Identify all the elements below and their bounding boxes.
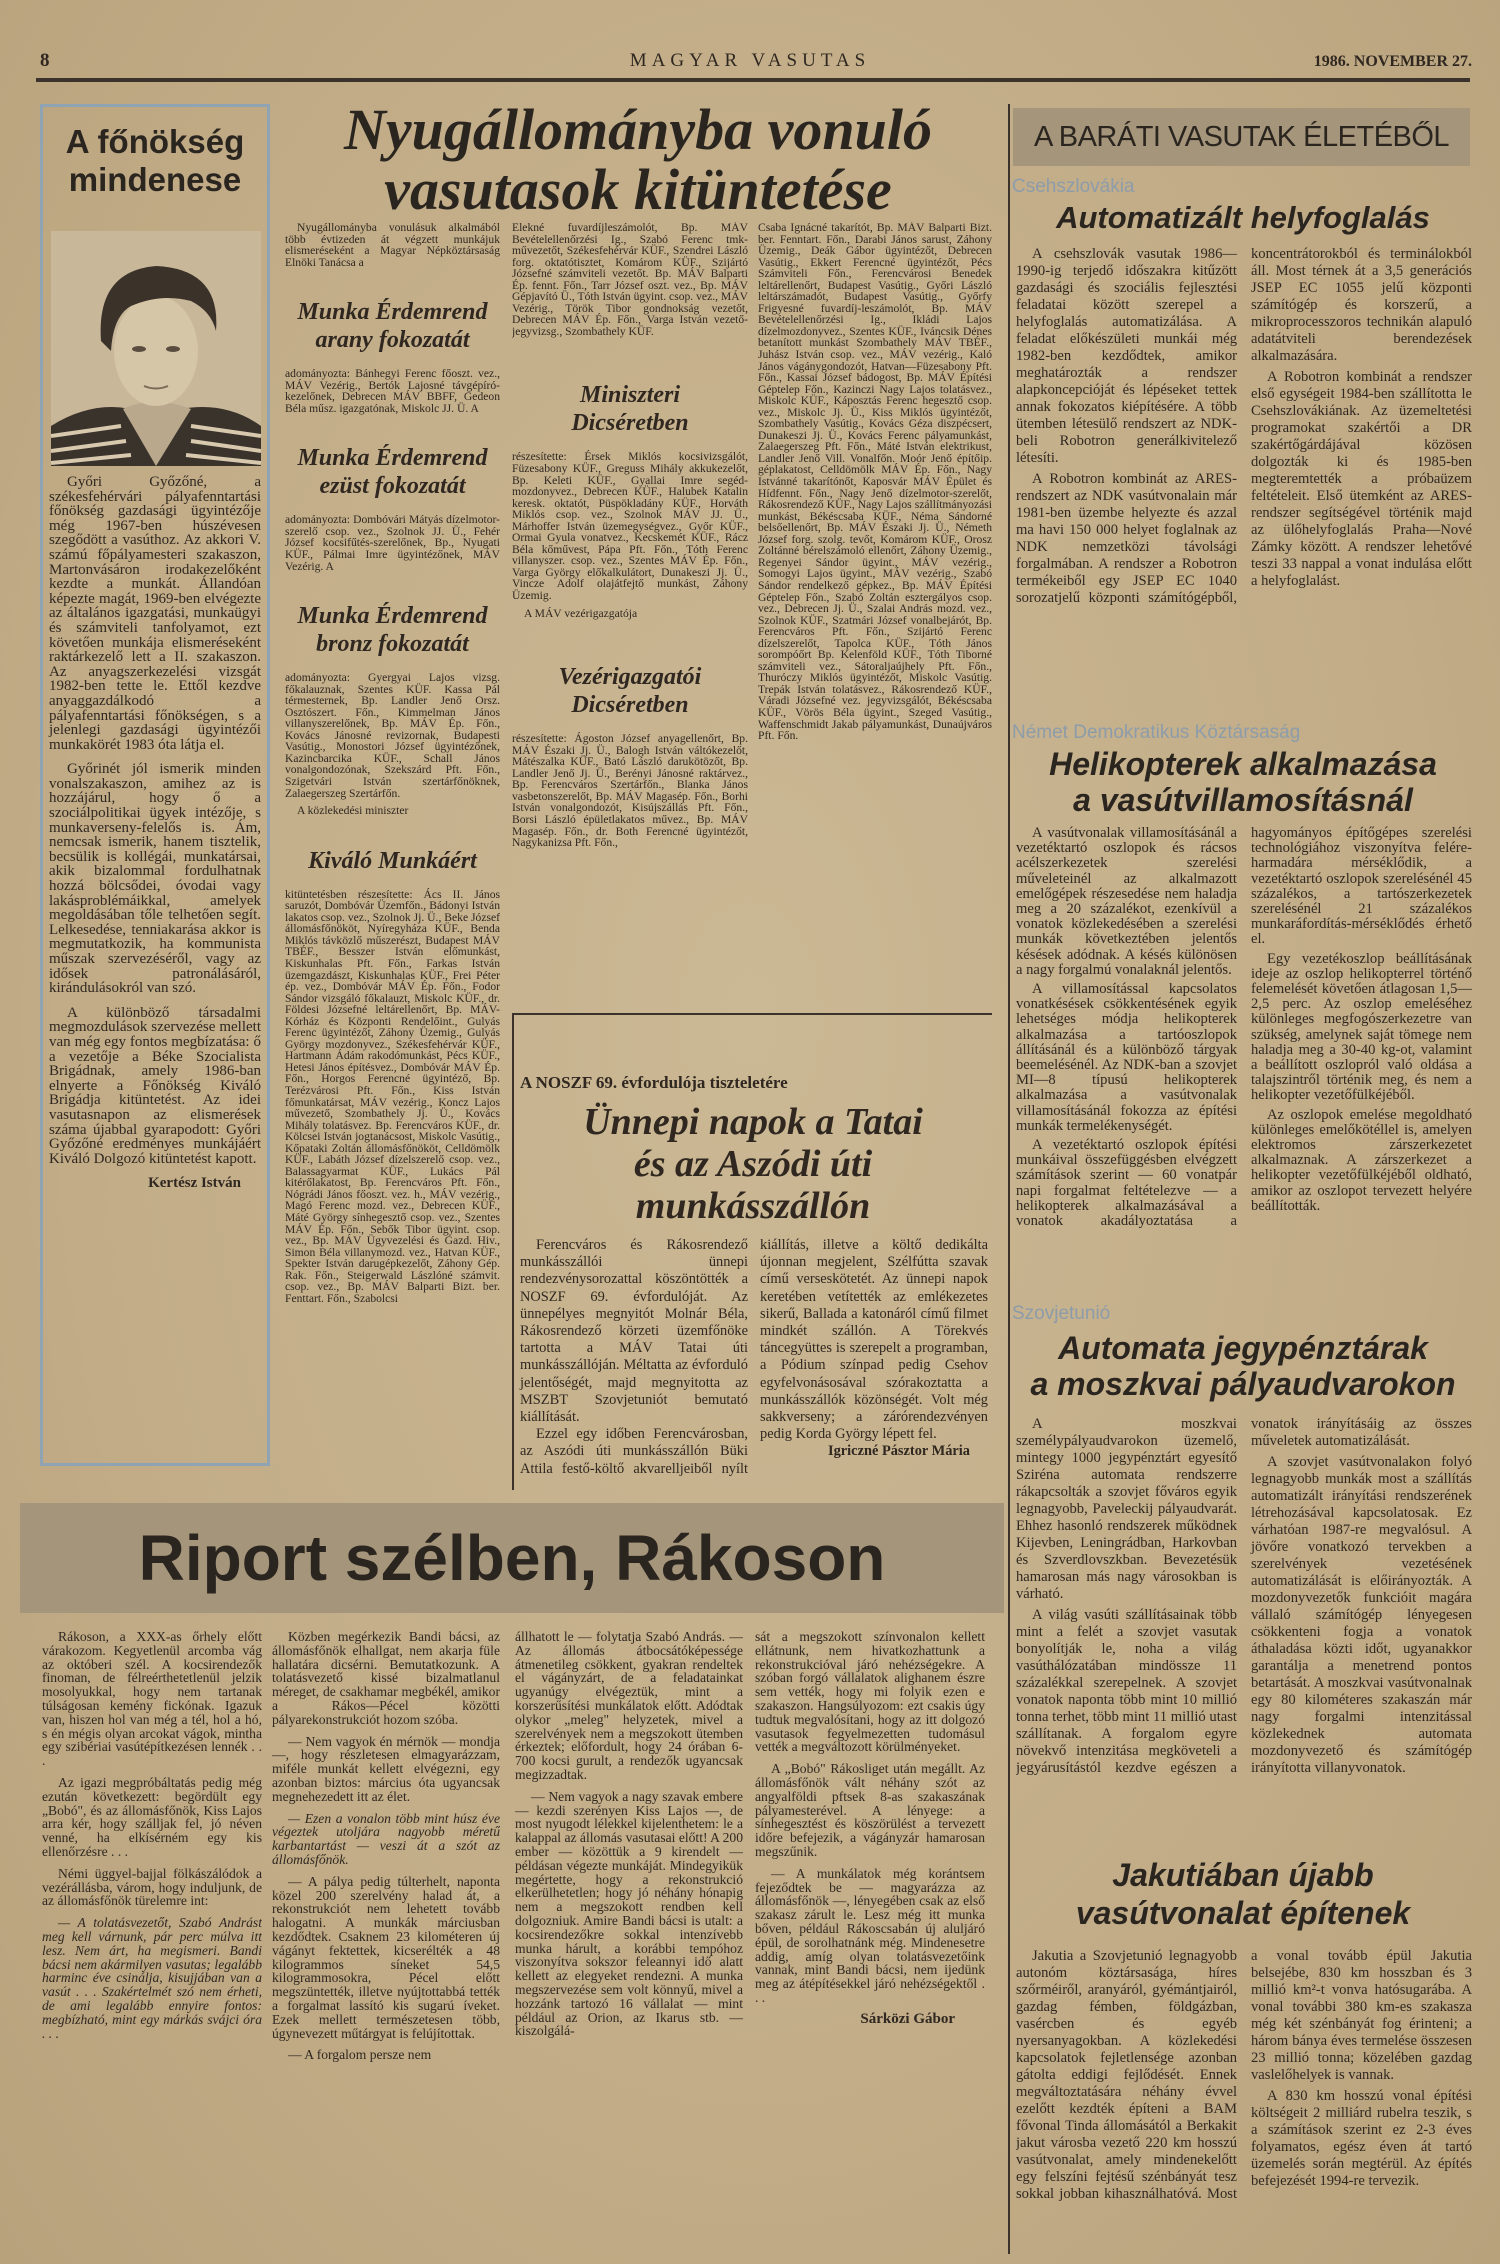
riport-column-1 [42,1630,262,2250]
awards-headline [281,97,995,222]
riport-paragraph: — Nem vagyok a nagy szavak embere — kezdi szerényen Kiss Lajos —, de most nyugodt lélekkel kijelenthetem: le a kalappal az állomás vasutasai előtt! A 200 ember — közöttük a 9 kirendelt — példásan végezte munkáját. Mindegyikük megértette, hogy a rekonstrukció elkerülhetetlen; hogy jó néhány hónapig nem a megszokott rendben kell dolgozniuk. Amire Bandi bácsi is utalt: a kocsirendezőkre sokkal intenzívebb munka hárult, a korábbi tempóhoz viszonyítva sokszor feleannyi idő alatt kellett az elegyeket rendezni. A munka megszervezése sem volt könnyű, mivel a hozzánk tartozó 16 vállalat — mint például az Orion, az Ikarus stb. — kiszolgálá- [515,1788,743,2039]
award-heading-line: bronz fokozatát [316,631,469,658]
riport-paragraph: — A forgalom persze nem [288,2047,432,2063]
award-list-continued: Csaba Ignácné takarítót, Bp. MÁV Balparti Bizt. ber. Fenntart. Főn., Darabi János sarust, Záhony Üzemig., Deák Gábor ügyintézőt, Debrecen Vasútig., Ekkert Ferencné ügyintézőt, Pécs Számviteli Főn., Ferencvárosi Benedek leltárellenőrt, Budapest Vasútig., Győri László leltárszámadót, Budapest Vasútig., Győrfy Frigyesné fuvardíj-leszámolót, Bp. MÁV Bevételellenőrzési Ig., Ikládi Lajos dízelmozdonyvez., Szentes KÜF., Iváncsik Dénes betanított munkást Szombathely MÁV TBÉF., Juhász István csop. vez., MÁV vezérig., Kaló János vágánygondozót, Hatvan—Füzesabony Pft. Főn., Kassai József bádogost, Bp. MÁV Építési Géptelep Főn., Kazinczi Nagy Lajos tolatásvez., Miskolc KÜF., Káposztás Ferenc hegesztő csop. vez., Miskolc Jj. Ü., Kiss Miklós ügyintézőt, Szombathely Vasútig., Kovács Géza diszpécsert, Dunakeszi Jj. Ü., Kovács Ferenc pályamunkást, Zalaegerszeg Pft. Főn., Máté István elektrikust, Landler Jenő Vill. Vonalfőn. Moór Jenő építőip. géplakatost, Celldömölk MÁV Ép. Főn., Nagy Istvánné takarítónőt, Kaposvár MÁV Épület és Hídfennt. Főn., Nagy Jenő dízelmotor-szerelőt, Rákosrendező KÜF., Nagy Lajos szállítmányozási munkást, Békéscsaba KÜF., Néma Sándorné belsőellenőrt, Bp. MÁV Északi Jj. Ü., Németh József forg. szolg. tevőt, Komárom KÜF., Orosz Zoltánné bérelszámoló ellenőrt, Záhony Üzemig., Regenyei Sándor ügyint., MÁV vezérig., Somogyi Lajos ügyint., MÁV vezérig., Szabó Sándor rendelkező gépkez., Bp. MÁV Építési Géptelep Főn., Szabó Zoltán esztergályos csop. vez., Debrecen Jj. Ü., Szalai András mozd. vez., Szolnok KÜF., Szatmári József vonalbejárót, Bp. Ferencváros Pft. Főn., Szijártó Ferenc dízelszerelőt, Tapolca KÜF., Tóth János sorompóőrt Bp. Kelenföld KÜF., Tóth Tiborné számviteli vez., Sátoraljaújhely Pft. Főn., Thuróczy Miklós ügyintézőt, Miskolc Vasútig. Trepák István tolatásvez., Rákosrendező KÜF., Váradi Józsefné vez. jegyvizsgálót, Békéscsaba KÜF., Vörös Béla ügyint., Szeged Vasútig., Waffenschmidt Jakab pályamunkást, Dunaújváros Pft. Főn. [758,222,992,743]
riport-paragraph: — Nem vagyok én mérnök — mondja —, hogy részletesen elmagyarázzam, miféle munkát kellett elvégezni, egy azonban biztos: március óta ugyancsak megnehezedett itt az élet. [272,1733,500,1804]
article-body-gdr [1016,826,1472,1296]
riport-paragraph: — A tolatásvezetőt, Szabó Andrást meg kell várnunk, pár perc múlva itt lesz. Nem árt, ha megismeri. Bandi bácsi nem akármilyen vasutas; legalább harminc éve csinálja, kisujjában van a vasút . . . Szakértelmét szó nem érheti, de ami legalább ennyire fontos: megbízható, mint egy márkás svájci óra . . . [42,1915,262,2041]
riport-paragraph: sát a megszokott színvonalon kellett ellátnunk, nem hivatkozhattunk a rekonstrukcióval járó nehézségekre. A szóban forgó vállalatok alighanem észre sem vették, hogy mi folyik ezen e szakaszon. Hangsúlyozom: ezt csakis úgy tudtuk megvalósítani, hogy az itt dolgozó vasutasok fegyelmezetten tudomásul vették a megváltozott körülményeket. [755,1630,985,1755]
riport-paragraph: A „Bobó" Rákosliget után megállt. Az állomásfőnök vált néhány szót az angyalföldi pftsek 8-as szakaszának pályamesterével. A lényege: a sínhegesztést és köszörülést a tervezett időre befejezik, a vágányzár hamarosan megszűnik. [755,1761,985,1859]
award-list-director: részesítette: Ágoston József anyagellenőrt, Bp. MÁV Északi Jj. Ü., Balogh István váltókezelőt, Mátészalka KÜF., Bató László darukötözőt, Bp. Landler Jenő Jj. Ü., Berényi Jánosné raktárvez., Bp. Ferencváros Szertárfőn., Blanka János vasbetonszerelőt, Bp. MÁV Magasép. Főn., Borhi István vonalgondozót, Kisújszállás Pft. Főn., Borsi László épületlakatos művez., Bp. MÁV Magasép. Főn., dr. Both Ferencné ügyintézőt, Nagykanizsa Pft. Főn., [512,732,748,850]
noszf-paragraph: Ferencváros és Rákosrendező munkásszállói ünnepi rendezvénysorozattal köszöntötték a NOSZF 69. évfordulóját. Az ünnepélyes megnyitót Molnár Béla, Rákosrendező körzeti üzemfőnöke tartotta a MÁV Tatai úti munkásszállóján. Méltatta az évforduló jelentőségét, majd megnyitotta az MSZBT Szovjetuniót bemutató kiállítását. [520,1237,748,1426]
article-headline [1013,746,1473,818]
awards-intro: Nyugállományba vonulásuk alkalmából több évtizeden át végzett munkájuk elismeréseként a Magyar Népköztársaság Elnöki Tanácsa a [285,222,500,269]
article-paragraph: A villamosítással kapcsolatos vonatkésések csökkentésének egyik lehetséges módja helikopterek alkalmazása a tartóoszlopok állításánál és a különböző tárgyak beemelésénél. Az NDK-ban a szovjet MI—8 típusú helikopterek alkalmazása a vasútvonalak villamosításánál fokozza az építési munkák termelékenységét. [1016,981,1237,1134]
award-heading-excellent: Kiváló Munkáért [308,847,477,874]
award-heading-ministerial [512,381,748,437]
award-list-continued: Elekné fuvardíjleszámolót, Bp. MÁV Bevételellenőrzési Ig., Szabó Ferenc tmk-művezetőt, Székesfehérvár KÜF., Szendrei László forg. oktatótisztet, Komárom KÜF., Szijártó Józsefné számviteli vezetőt. Bp. MÁV Balparti Ép. fennt. Főn., Tarr József oszt. vez., Bp. MÁV Gépjavító Ü., Tóth István ügyint. csop. vez., MÁV Vezérig., Török Tibor gondnokság vezetőt, Debrecen MÁV Ép. Főn., Varga István vezető-jegyvizsg., Szombathely KÜF. [512,222,748,338]
riport-paragraph: Az igazi megpróbáltatás pedig még ezután következett: begördült egy „Bobó", és az állomásfőnök, Kiss Lajos arra kér, hogy szálljak fel, jó néven venné, ha elkísérném egy kis ellenőrzésre . . . [42,1774,262,1859]
profile-paragraph: Győrinét jól ismerik minden vonalszakaszon, amihez az is hozzájárul, hogy ő a szociálpolitikai ügyek intézője, s munkaverseny-felelős is. Ám, nemcsak ismerik, hanem tisztelik, becsülik is kollégái, munkatársai, akik bizalommal fordulhatnak hozzá bölcsődei, óvodai vagy lakásproblémáikkal, amelyek megoldásában tőle telhetően segít. Lelkesedése, tenniakarása akkor is megmutatkozik, ha kommunista műszak szervezéséről, vagy az idősek patronálásáról, kirándulásokról van szó. [49,761,261,997]
article-headline-line: a moszkvai pályaudvarokon [1030,1366,1456,1402]
article-headline-line: a vasútvillamosításnál [1073,782,1413,818]
award-heading-line: Vezérigazgatói [558,664,702,691]
article-body-yakutia [1016,1948,1472,2248]
award-list-ministerial: részesítette: Érsek Miklós kocsivizsgálót, Füzesabony KÜF., Greguss Mihály akkukezelőt, Bp. Keleti KÜF., Gyallai Imre segéd-mozdonyvez., Debrecen KÜF., Halubek Katalin keresk. oktatót, Püspökladány KÜF., Horváth Miklós csop. vez., Szolnok MÁV JJ. Ü., Márhoffer István üzemegységvez., Győr KÜF., Ormai Gyula vonatvez., Kecskemét KÜF., Rácz Béla kőművest, Pápa Pft. Főn., Tóth Ferenc villanyszer. csop. vez., Szentes MÁV Ép. Főn., Varga György előkalkulátort, Dunakeszi Jj. Ü., Vincze Adolf olajátfejtő munkást, Záhony Üzemig. [512,450,748,603]
riport-paragraph: — A pálya pedig túlterhelt, naponta közel 200 szerelvény halad át, a rekonstrukciót nem lehetett tovább halogatni. A munkák márciusban kezdődtek. Csaknem 23 kilométeren új vágányt fektettek, kicserélték a 48 kilogrammos síneket 54,5 kilogrammosokra, Pécel előtt megszüntették, illetve nyújtottabbá tették a forgalmat lassító kis sugarú íveket. Ezek mellett természetesen több, úgynevezett műtárgyat is felújítottak. [272,1873,500,2041]
article-body-soviet [1016,1416,1472,1836]
award-heading-director [512,663,748,719]
noszf-headline [514,1101,992,1227]
award-heading-line: Dicséretben [571,410,689,437]
column-divider [1008,104,1010,2254]
award-list-gold: adományozta: Bánhegyi Ferenc főoszt. vez., MÁV Vezérig., Bertók Lajosné távgépíró-kezelőnek, Debrecen MÁV BBFF, Gedeon Béla műsz. igazgatónak, Miskolc JJ. Ü. A [285,367,500,415]
profile-box [40,104,270,1466]
profile-paragraph: Győri Győzőné, a székesfehérvári pályafenntartási főnökség gazdasági ügyintézője még 1967-ben húszévesen szegődött a vasúthoz. Az akkori V. számú főpályamesteri szakaszon, Martonvásáron irodakezelőként kezdte a munkát. Állandóan képezte magát, 1969-ben elvégezte az általános igazgatási, munkaügyi és számviteli tanfolyamot, ezt követően munkája elismeréseként raktárkezelő lett a II. szakaszon. Az anyagszerkezelési vizsgát 1982-ben tette le. Ettől kezdve anyaggazdálkodó a pályafenntartási főnökségen, s a jelenlegi gazdasági ügyintézői munkakörét 1983 óta látja el. [49,474,261,753]
article-paragraph: Az oszlopok emelése megoldható különleges emelőkötéllel is, amelyen elektromos zárszerkezetet alkalmaznak. A zárszerkezet a helikopter vezetőfülkéjéből oldható, amikor az oszlopot tervezett helyére beállították. [1251,1106,1472,1214]
article-headline-line: Helikopterek alkalmazása [1049,746,1437,782]
riport-column-4 [755,1630,985,2250]
article-headline: Automatizált helyfoglalás [1056,200,1430,235]
noszf-headline-line: és az Aszódi úti munkásszállón [633,1143,873,1227]
article-paragraph: A világ vasúti szállításainak több mint a felét a szovjet vasutak bonyolítják le, noha a világ vasúthálózatában mindössze 11 százalékkal szerepelnek. A szovjet vonatok naponta több mint 10 millió tonna terhet, több mint 11 millió utast szállítanak. A forgalom egyre növekvő intenzitása megköveteli a jegyárusítástól kezdve egészen a vonatok irányításáig az összes műveletek automatizálását. [1016,1416,1472,1776]
awards-column-3 [758,222,992,967]
riport-paragraph: állhatott le — folytatja Szabó András. — Az állomás átbocsátóképessége átmenetileg csökkent, gyakran rendeltek el vágányzárt, de a feladatainkat ugyanúgy elvégeztük, mint a korszerűsítési munkálatok előtt. Adódtak olykor „meleg" helyzetek, mivel a szerelvények nem a megszokott ütemben érkeztek; előfordult, hogy 24 órában 6-700 kocsi gurult, a rendezők ugyancsak megizzadtak. [515,1630,743,1782]
awards-column-2 [512,222,748,962]
article-paragraph: A vezetéktartó oszlopok építési munkáival összefüggésben elvégzett számítások szerint — 60 vonatpár napi forgalmat feltételezve — a helikopterek alkalmazásával a vonatok akadályoztatása a hagyományos építőgépes szerelési technológiához viszonyítva felére-harmadára mérséklődik, a vezetéktartó oszlopok szerelésénél 45 százalékos, a tartószerkezetek szerelésénél 21 százalékos munkaráfordítás-mérséklődés érhető el. [1016,826,1472,1230]
riport-paragraph: Némi üggyel-bajjal fölkászálódok a vezérállásba, várom, hogy induljunk, de az állomásfőnök türelemre int: [42,1865,262,1909]
portrait-photo [51,231,261,466]
article-paragraph: Egy vezetékoszlop beállításának ideje az oszlop helikopterrel történő felemelését követően átlagosan 1,5—2,5 perc. Az oszlop emeléséhez különleges megfogószerkezetre van szükség, amelynek saját tömege nem haladja meg a 30-40 kg-ot, valamint a beállított oszlopról való oldása a talajszintről történik meg, és nem a helikopter vezetőfülkéjéből. [1251,950,1472,1104]
riport-headline: Riport szélben, Rákoson [20,1503,1004,1613]
award-heading-bronze [285,602,500,658]
riport-paragraph: — Ezen a vonalon több mint húsz éve végeztek utoljára nagyobb méretű karbantartást — veszi át a szót az állomásfőnök. [272,1810,500,1867]
riport-column-3 [515,1630,743,2250]
riport-paragraph: Közben megérkezik Bandi bácsi, az állomásfőnök elhallgat, nem akarja füle hallatára dicsérni. Bemutatkozunk. A tolatásvezető kissé bizalmatlanul méreget, de csakhamar megbékél, amikor a Rákos—Pécel közötti pályarekonstrukciót hozom szóba. [272,1630,500,1727]
article-paragraph: A Robotron kombinát a rendszer első egységeit 1984-ben szállította le Csehszlovákiának. Az üzemeltetési programokat szakértői a DR szakértőgárdájával közösen dolgozták ki és 1985-ben megteremtették a próbaüzem feltételeit. Első ütemként az ARES-rendszer segítségével történik majd az ülőhelyfoglalás Praha—Nové Zámky között. A rendszer lehetővé teszi 33 nappal a vonat indulása előtt a helyfoglalást. [1251,369,1472,589]
section-title-band: A BARÁTI VASUTAK ÉLETÉBŐL [1013,108,1470,166]
noszf-headline-line: Ünnepi napok a Tatai [583,1101,923,1143]
article-paragraph: A Robotron kombinát az ARES-rendszert az NDK vasútvonalain már 1981-ben üzembe helyezte és azzal ma havi 150 000 helyet foglalnak az NDK nemzetközi távolsági forgalmában. A rendszer a Robotron termékeiből egy JSEP EC 1040 sorozatjelű központi számítógépből, koncentrátorokból és terminálokból áll. Most térnek át a 3,5 generációs JSEP EC 1055 jelű központi számítógép és korszerű, a mikroprocesszoros technikán alapuló adatátviteli berendezések alkalmazására. [1016,246,1472,606]
award-list-silver: adományozta: Dombóvári Mátyás dízelmotor-szerelő csop. vez., Szolnok JJ. Ü., Fehér József kocsifűtés-szerelőnek, Bp., Nyugati KÜF., Pálmai Imre ügyintézőnek, MÁV Vezérig. A [285,513,500,573]
masthead-rule [36,78,1470,82]
award-heading-line: arany fokozatát [315,327,470,354]
award-heading-line: Dicséretben [571,692,689,719]
noszf-paragraph: Ezzel egy időben Ferencvárosban, az Aszódi úti munkásszállón Büki Attila festő-költő akvarelljeiből nyílt kiállítás, illetve a költő dedikálta újonnan megjelent, Szélfútta szavak című verseskötetét. Az ünnepi napok keretében vetítették az emlékezetes sikerű, Ballada a katonáról című filmet mindkét szállón. A Törekvés táncegyüttes is szerepelt a programban, a Pódium színpad pedig Csehov egyfelvonásosával szórakoztatta a munkásszállók közönségét. Volt még sakkverseny; a zárórendezvényen pedig Korda György lépett fel. [520,1237,988,1477]
award-heading-line: ezüst fokozatát [319,473,466,500]
award-heading-line: Miniszteri [579,382,681,409]
article-paragraph: A moszkvai személypályaudvarokon üzemelő, mintegy 1000 jegypénztárt egyesítő Sziréna automata rendszerre rákapcsolták a szovjet főváros egyik legnagyobb, Paveleckij pályaudvarát. Ehhez hasonló rendszerek működnek Kijevben, Leningrádban, Harkovban és Szverdlovszkban. Bevezetésük hamarosan más nagy városokban is várható. [1016,1416,1237,1602]
country-label: Csehszlovákia [1012,176,1135,197]
profile-headline: A főnökség mindenese [65,123,245,198]
newspaper-title: MAGYAR VASUTAS [629,50,871,71]
article-paragraph: A vasútvonalak villamosításánál a vezetéktartó oszlopok és rácsos acélszerkezetek szerelési műveleteinél az alkalmazott emelőgépek részesedése nem haladja meg a 20 százalékot, ezenkívül a vonatok közlekedésében a szerelési munkák következtében jelentős késések adódnak. A késés különösen a nagy forgalmú vonalaknál jelentős. [1016,826,1237,978]
profile-paragraph: A különböző társadalmi megmozdulások szervezése mellett van még egy fontos megbízatása: ő a vezetője a Béke Szocialista Brigádnak, amely 1986-ban elnyerte a Főnökség Kiváló Brigádja kitüntetést. Az idei vasutasnapon az elismerések száma újabbal gyarapodott: Győri Győzőné eredményes munkájáért Kiváló Dolgozó kitüntetést kapott. [49,1004,261,1167]
page-number: 8 [40,50,50,71]
award-list-excellent: kitüntetésben részesítette: Ács II. János saruzót, Dombóvár Üzemfőn., Bádonyi István lakatos csop. vez., Szolnok Jj. Ü., Beke József állomásfőnököt, Nyíregyháza KÜF., Benda Miklós távközlő műszerészt, Budapest MÁV TBÉF., Besszer István előmunkást, Kiskunhalas Pft. Főn., Farkas István üzemgazdászt, Kiskunhalas KÜF., Frei Péter ép. vez., Dombóvár MÁV Ép. Főn., Fodor Sándor vizsgáló főkalauzt, Miskolc KÜF., dr. Földesi Józsefné leltárellenőrt, Bp. MÁV-Kórház és Központi Rendelőint., Gulyás Ferenc ügyintézőt, Záhony Üzemig., Gulyás György mozdonyvez., Székesfehérvár KÜF., Hartmann Ádám rakodómunkást, Pécs KÜF., Hetesi János építésvez., Dombóvár MÁV Ép. Főn., Horgos Ferencné ügyintéző, Bp. Terézvárosi Pft. Főn., Kiss István főmunkatársat, MÁV vezérig., Koncz Lajos művezető, Szombathely Jj. Ü., Kovács Mihály tolatásvez. Bp. Ferencváros KÜF., dr. Kölcsei István jogtanácsost, Miskolc Vasútig., Kőpataki Zoltán állomásfőnököt, Celldömölk KÜF., Labáth József dízelszerelő csop. vez., Balassagyarmat KÜF., Lukács Pál kitérőlakatost, Bp. Ferencváros Pft. Főn., Nógrádi János főoszt. vez. h., MÁV vezérig., Magó Ferenc mozd. vez., Debrecen KÜF., Máté György sínhegesztő csop. vez., Szentes MÁV Ép. Főn., Sebők Tibor ügyint. csop. vez., Bp. MÁV Ügyvezelési és Gazd. Hiv., Simon Béla villanymozd. vez., Hatvan KÜF., Spekter István darugépkezelőt, Záhony Gép. Rak. Főn., Steigerwald Lászlóné számvit. csop. vez., Bp. MÁV Balparti Bizt. ber. Fenttart. Főn., Szabolcsi [285,887,500,1305]
riport-column-2 [272,1630,500,2250]
awards-headline-line: Nyugállományba vonuló [343,97,933,162]
riport-paragraph: — A munkálatok még korántsem fejeződtek be — magyarázza az állomásfőnök —, lényegében csak az első szakasz zárult le. Lesz még itt munka bőven, például Rákoscsabán új aluljáró épül, de sorolhatnánk még. Mindenesetre addig, amíg olyan tolatásvezetőink vannak, mint Bandi bácsi, nem ijedünk meg az átépítésekkel járó nehézségektől . . . [755,1865,985,2005]
awards-column-1 [285,222,500,1484]
noszf-kicker: A NOSZF 69. évfordulója tiszteletére [520,1073,788,1092]
award-list-bronze: adományozta: Gyergyai Lajos vizsg. főkalauznak, Szentes KÜF. Kassa Pál térmesternek, Bp. Landler Jenő Orsz. Osztószert. Főn., Kimmelman János villanyszerelőnek, Bp. MÁV Ép. Főn., Kovács Jánosné revizornak, Budapesti Vasútig., Monostori József ügyintézőnek, Kazincbarcika KÜF., Schall János vonalgondozónak, Szekszárd Pft. Főn., Szigetvári István szertárfőnöknek, Zalaegerszeg Szertárfőn. [285,671,500,800]
noszf-byline: Igriczné Pásztor Mária [828,1443,970,1460]
article-body-czechoslovakia [1016,246,1472,716]
country-label: Szovjetunió [1012,1303,1111,1324]
issue-date: 1986. NOVEMBER 27. [1313,53,1472,70]
riport-byline: Sárközi Gábor [860,2010,955,2027]
article-headline [1013,1330,1473,1402]
article-paragraph: A csehszlovák vasutak 1986—1990-ig terjedő időszakra kitűzött gazdasági és szociális fejlesztési feladatai között szerepel a helyfoglalás automatizálása. A feladat előkészületi munkái még 1982-ben kezdődtek, amikor meghatározták a rendszer alapkoncepcióját és lépéseket tettek annak fokozatos kiépítésére. A több ütemben létesülő rendszert az NDK-beli Robotron generálkivitelező létesíti. [1016,246,1237,466]
profile-byline: Kertész István [148,1175,241,1192]
article-paragraph: Jakutia a Szovjetunió legnagyobb autonóm köztársasága, híres szőrméiről, aranyáról, gyémántjairól, gazdag fémben, földgázban, vasércben és egyéb nyersanyagokban. A közlekedési kapcsolatok fejletlensége azonban gátolta eddigi fejlődését. Ennek megváltoztatására néhány évvel ezelőtt kezdték építeni a BAM fővonal Tinda állomásától a Berkakit jakut városba vezető 220 km hosszú vasútvonalat, amely mindenekelőtt egy felszíni fejtésű szénbányát tesz sokkal jobban kihasználhatóvá. Most a vonal tovább épül Jakutia belsejébe, 830 km hosszban és 3 millió km²-t vonva hatósugarába. A vonal további 380 km-es szakasza még két szénbányát fog érinteni; a három bánya éves termelése összesen 23 millió tonna; közelében gazdag vaslelőhelyek is vannak. [1016,1948,1472,2202]
article-headline-line: Jakutiában újabb [1112,1857,1374,1893]
award-heading-line: Munka Érdemrend [297,299,488,326]
award-heading-line: Munka Érdemrend [297,445,488,472]
awards-headline-line: vasutasok kitüntetése [384,157,892,222]
director-signature: A MÁV vezérigazgatója [524,606,638,620]
award-heading-line: Munka Érdemrend [297,603,488,630]
award-heading-gold [285,298,500,354]
award-heading-silver [285,444,500,500]
article-paragraph: A szovjet vasútvonalakon folyó legnagyobb munkák most a szállítás automatizált irányítási rendszerének létrehozásával kapcsolatosak. Ez várhatóan 1987-re megvalósul. A jövőre vonatkozó tervekben a szerelvények vezetésének automatizálását is előirányozták. A mozdonyvezetők funkcióit magára vállaló számítógép lényegesen csökkenteni fogja a vonatok áthaladása közti időt, ugyanakkor garantálja a menetrend pontos betartását. A moszkvai vasútvonalnak egy 80 kilométeres szakaszán már nagy forgalmi intenzitással közlekednek automata mozdonyvezető és számítógép irányította villanyvonatok. [1251,1454,1472,1776]
riport-paragraph: Rákoson, a XXX-as őrhely előtt várakozom. Kegyetlenül arcomba vág az októberi szél. A kocsirendezők finoman, de félreérthetetlenül jelzik mosolyukkal, hogy nem tartanak túlságosan kemény fickónak. Igazuk van, hiszen hol van még a tél, hol a hó, s én mégis olyan arcokat vágok, mintha egy szibériai vasútépítkezésen lennék . . . [42,1630,262,1769]
article-paragraph: A 830 km hosszú vonal építési költségeit 2 milliárd rubelra teszik, s a számítások szerint ez 2-3 éves folyamatos, egész éven át tartó üzemelés során megtérül. Az építés befejezését 1994-re tervezik. [1251,2088,1472,2189]
article-headline [1013,1856,1473,1932]
noszf-article [512,1013,992,1490]
article-headline-line: Automata jegypénztárak [1058,1330,1428,1366]
country-label: Német Demokratikus Köztársaság [1012,722,1301,743]
minister-signature: A közlekedési miniszter [297,804,409,818]
article-headline-line: vasútvonalat építenek [1075,1895,1411,1931]
